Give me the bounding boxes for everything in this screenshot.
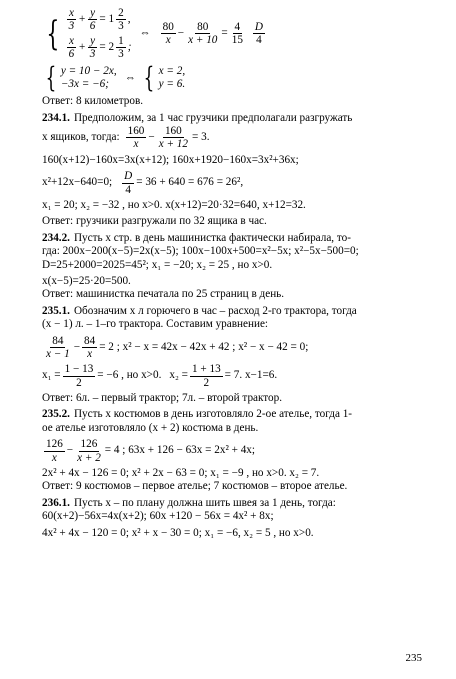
problem-235-1-line-4: x₁ = $\frac{1 - 13}{2}$ = −6 , но x>0. x₂ = $\frac{1 + 13}{2}$ = 7. x−1=6. [42, 363, 278, 389]
problem-235-2-text-1: 235.2. Пусть x костюмов в день изготовляло 2-ое ателье, тогда 1- [42, 408, 353, 421]
problem-234-2-text-2: гда: 200x−200(x−5)=2x(x−5); 100x−100x+500=x²−5x; x²−5x−500=0; [42, 245, 359, 258]
problem-234-2-text-1: 234.2. Пусть x стр. в день машинистка фактически набирала, то- [42, 231, 351, 244]
page-number: 235 [405, 651, 422, 664]
problem-235-2-answer: Ответ: 9 костюмов – первое ателье; 7 костюмов – второе ателье. [42, 480, 348, 493]
problem-235-1-line-3: $\frac{84}{x - 1}$ − $\frac{84}{x}$ = 2 ; x² − x = 42x − 42x + 42 ; x² − x − 42 = 0; [46, 334, 309, 361]
problem-235-1-answer: Ответ: 6л. – первый трактор; 7л. – второй трактор. [42, 392, 283, 404]
problem-234-2-text-3: D=25+2000=2025=45²; x₁ = −20; x₂ = 25 , но x>0. [42, 258, 273, 271]
problem-234-1-text-2: x ящиков, тогда: $\frac{160}{x}$ − $\frac{160}{x + 12}$ = 3. [42, 125, 210, 151]
problem-236-1-text-1: 236.1. Пусть x – по плану должна шить швея за 1 день, тогда: [42, 496, 336, 509]
problem-234-1-line-4: x²+12x−640=0; $\frac{D}{4}$ = 36 + 640 = 676 = 26², [42, 170, 244, 196]
system-2: { y = 10 − 2x, −3x = −6; ⇔ { x = 2, y = 6. [45, 61, 186, 95]
problem-235-1-text-2: (x − 1) л. – 1–го трактора. Составим уравнение: [42, 318, 269, 331]
system-1-row-1: $\frac{x}{3}$ + $\frac{y}{6}$ = 1 $\frac{2}{3}$ , [68, 7, 131, 33]
system-1-row-2: $\frac{x}{6}$ + $\frac{y}{3}$ = 2 $\frac{1}{3}$ ; [68, 34, 132, 60]
system-1: { $\frac{x}{3}$ + $\frac{y}{6}$ = 1 $\frac{2}{3}$ , $\frac{x}{6}$ + $\frac{y}{3}$ = 2 $\frac{1}{3}$ ; ⇔ $\frac{80}{x}$ − $\frac{80}{x + 10}$ = $\frac{4}{15}$ $\frac{D}{4}$ [42, 6, 442, 61]
equivalence-arrow: ⇔ [139, 26, 151, 39]
problem-235-2-line-4: 2x² + 4x − 126 = 0; x² + 2x − 63 = 0; x₁ = −9 , но x>0. x₂ = 7. [42, 466, 320, 479]
problem-234-1-text-1: 234.1. Предположим, за 1 час грузчики предполагали разгружать [42, 111, 353, 124]
answer-1: Ответ: 8 километров. [42, 95, 144, 108]
system-1-left: { $\frac{x}{3}$ + $\frac{y}{6}$ = 1 $\frac{2}{3}$ , $\frac{x}{6}$ + $\frac{y}{3}$ = 2 $\frac{1}{3}$ ; [46, 7, 132, 60]
problem-236-1-text-2: 60(x+2)−56x=4x(x+2); 60x +120 − 56x = 4x² + 8x; [42, 510, 274, 523]
problem-234-1-line-3: 160(x+12)−160x=3x(x+12); 160x+1920−160x=3x²+36x; [42, 153, 299, 166]
problem-234-2-text-4: x(x−5)=25·20=500. [42, 275, 131, 287]
problem-236-1-text-3: 4x² + 4x − 120 = 0; x² + x − 30 = 0; x₁ = −6, x₂ = 5 , но x>0. [42, 526, 314, 539]
problem-235-1-text-1: 235.1. Обозначим x л горючего в час – расход 2-го трактора, тогда [42, 304, 357, 317]
problem-234-2-answer: Ответ: машинистка печатала по 25 страниц в день. [42, 288, 285, 301]
problem-235-2-line-3: $\frac{126}{x}$ − $\frac{126}{x + 2}$ = 4 ; 63x + 126 − 63x = 2x² + 4x; [46, 438, 255, 464]
problem-234-1-answer: Ответ: грузчики разгружали по 32 ящика в час. [42, 215, 267, 228]
problem-235-2-text-2: ое ателье изготовляло (x + 2) костюма в день. [42, 421, 259, 434]
problem-234-1-line-5: x₁ = 20; x₂ = −32 , но x>0. x(x+12)=20·32=640, x+12=32. [42, 198, 306, 211]
